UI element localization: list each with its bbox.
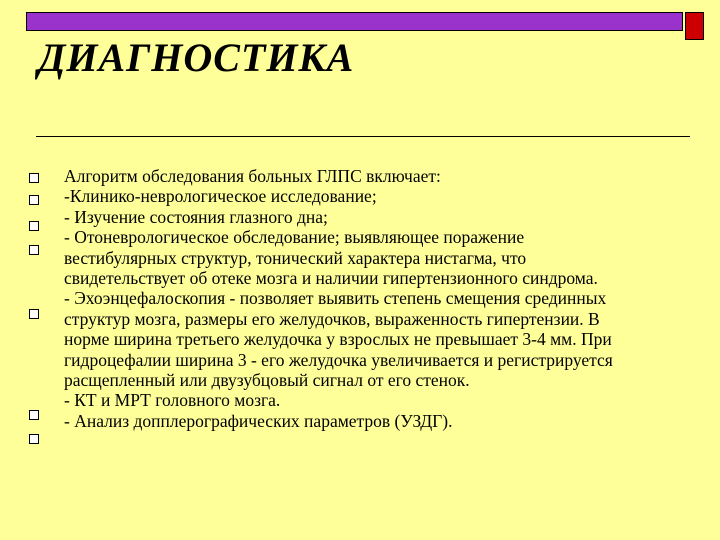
body-line: -Клинико-неврологическое исследование; <box>64 186 377 207</box>
hollow-square-bullet-icon <box>29 434 39 444</box>
body-line: - Эхоэнцефалоскопия - позволяет выявить степень смещения срединных <box>64 288 607 309</box>
body-line: - Анализ допплерографических параметров (УЗДГ). <box>64 410 453 431</box>
body-line: гидроцефалии ширина 3 - его желудочка увеличивается и регистрируется <box>64 349 613 370</box>
body-line: - Отоневрологическое обследование; выявляющее поражение <box>64 227 525 248</box>
body-line: - КТ и МРТ головного мозга. <box>64 390 281 411</box>
body-line: Алгоритм обследования больных ГЛПС включает: <box>64 166 441 186</box>
body-line: - Изучение состояния глазного дна; <box>64 206 328 227</box>
slide-body <box>64 166 704 431</box>
hollow-square-bullet-icon <box>29 410 39 420</box>
body-line: вестибулярных структур, тонический характера нистагма, что <box>64 247 527 268</box>
top-accent-bar <box>26 12 683 31</box>
body-line: свидетельствует об отеке мозга и наличии гипертензионного синдрома. <box>64 268 598 289</box>
hollow-square-bullet-icon <box>29 221 39 231</box>
body-line: норме ширина третьего желудочка у взрослых не превышает 3-4 мм. При <box>64 329 612 350</box>
corner-accent-square <box>685 12 704 40</box>
slide-title: ДИАГНОСТИКА <box>38 35 355 80</box>
hollow-square-bullet-icon <box>29 173 39 183</box>
title-divider <box>36 136 690 137</box>
body-line: структур мозга, размеры его желудочков, выраженность гипертензии. В <box>64 308 600 329</box>
hollow-square-bullet-icon <box>29 309 39 319</box>
hollow-square-bullet-icon <box>29 195 39 205</box>
body-line: расщепленный или двузубцовый сигнал от его стенок. <box>64 370 470 391</box>
hollow-square-bullet-icon <box>29 245 39 255</box>
